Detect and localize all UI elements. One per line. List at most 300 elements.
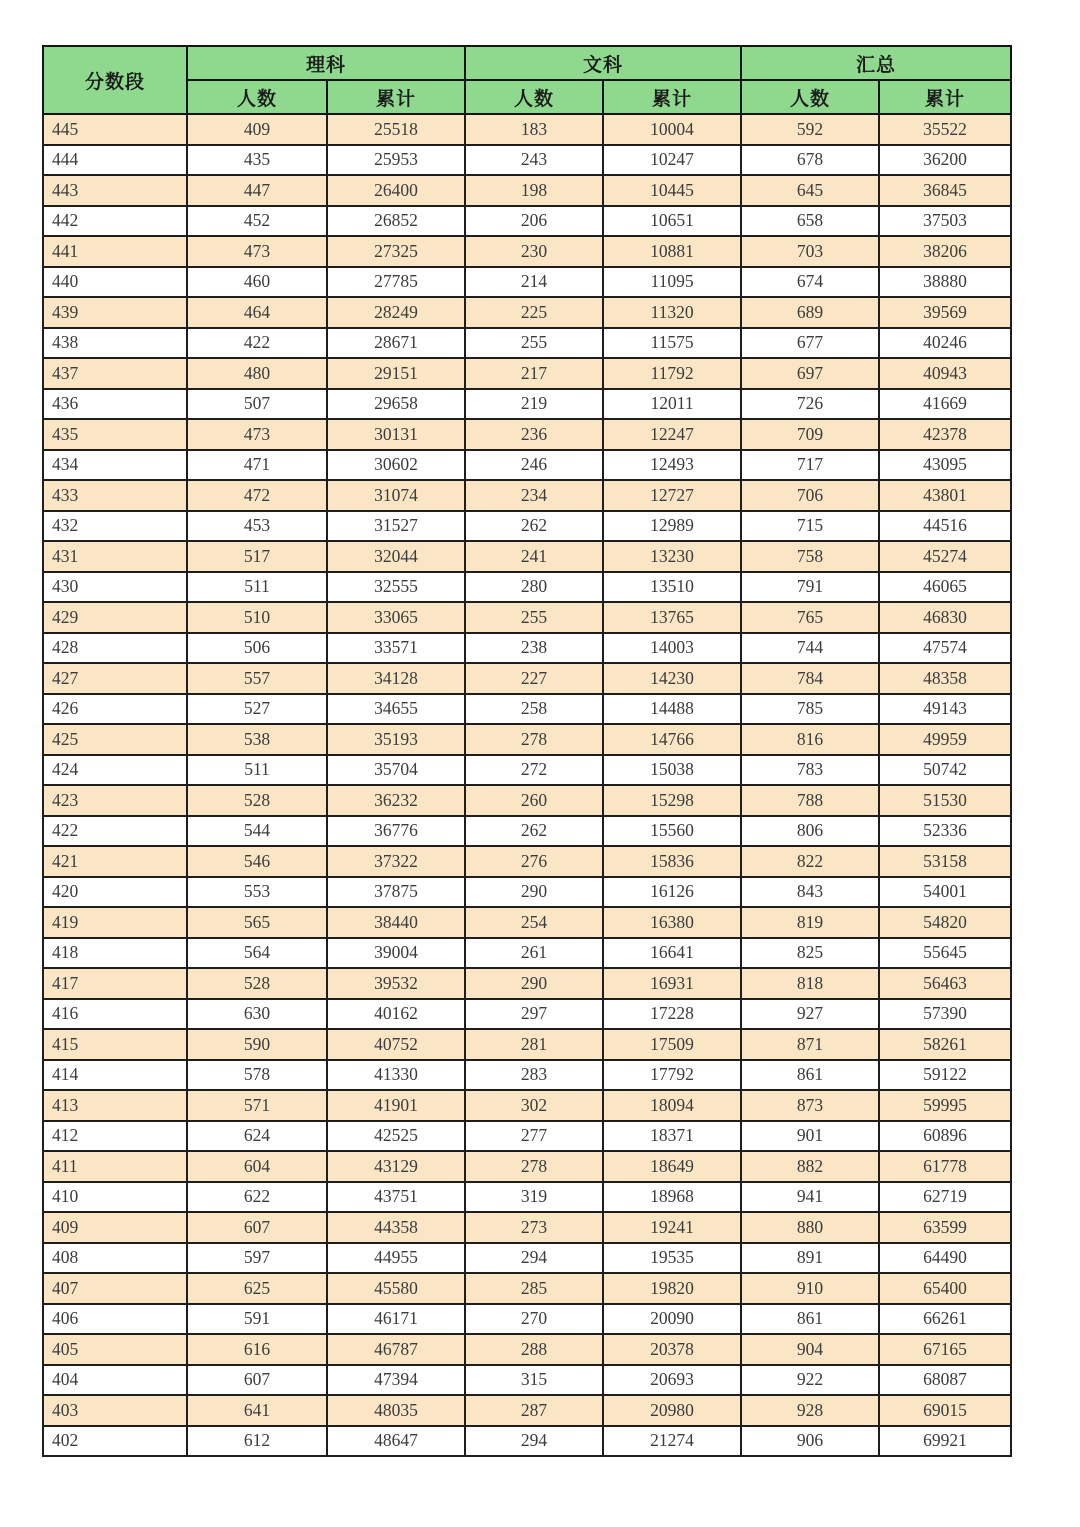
value-cell: 53158 [879,846,1011,877]
value-cell: 48358 [879,663,1011,694]
score-segment-cell: 404 [43,1365,187,1396]
value-cell: 35522 [879,114,1011,145]
value-cell: 20378 [603,1334,741,1365]
table-row [43,968,1011,999]
value-cell: 283 [465,1060,603,1091]
value-cell: 280 [465,572,603,603]
value-cell: 49959 [879,724,1011,755]
value-cell: 25953 [327,145,465,176]
value-cell: 553 [187,877,327,908]
value-cell: 32044 [327,541,465,572]
value-cell: 262 [465,816,603,847]
value-cell: 13510 [603,572,741,603]
value-cell: 54820 [879,907,1011,938]
value-cell: 214 [465,267,603,298]
value-cell: 227 [465,663,603,694]
table-row [43,1121,1011,1152]
value-cell: 28671 [327,328,465,359]
value-cell: 452 [187,206,327,237]
score-segment-cell: 441 [43,236,187,267]
value-cell: 40246 [879,328,1011,359]
value-cell: 19820 [603,1273,741,1304]
value-cell: 843 [741,877,879,908]
header-group-liberal-arts: 文科 [465,46,741,80]
value-cell: 597 [187,1243,327,1274]
value-cell: 46171 [327,1304,465,1335]
value-cell: 12247 [603,419,741,450]
table-row [43,602,1011,633]
score-segment-cell: 427 [43,663,187,694]
value-cell: 622 [187,1182,327,1213]
table-row [43,480,1011,511]
value-cell: 294 [465,1426,603,1457]
header-score-segment: 分数段 [43,46,187,114]
value-cell: 18649 [603,1151,741,1182]
value-cell: 624 [187,1121,327,1152]
score-segment-cell: 410 [43,1182,187,1213]
value-cell: 17228 [603,999,741,1030]
table-row [43,1060,1011,1091]
value-cell: 604 [187,1151,327,1182]
value-cell: 861 [741,1060,879,1091]
table-row [43,450,1011,481]
value-cell: 15836 [603,846,741,877]
table-row [43,1151,1011,1182]
value-cell: 641 [187,1395,327,1426]
score-segment-cell: 438 [43,328,187,359]
value-cell: 13230 [603,541,741,572]
score-segment-cell: 444 [43,145,187,176]
score-segment-cell: 415 [43,1029,187,1060]
value-cell: 592 [741,114,879,145]
score-segment-cell: 407 [43,1273,187,1304]
value-cell: 717 [741,450,879,481]
value-cell: 290 [465,968,603,999]
value-cell: 276 [465,846,603,877]
value-cell: 689 [741,297,879,328]
value-cell: 285 [465,1273,603,1304]
value-cell: 69921 [879,1426,1011,1457]
table-row [43,1426,1011,1457]
value-cell: 422 [187,328,327,359]
value-cell: 10004 [603,114,741,145]
value-cell: 278 [465,1151,603,1182]
value-cell: 238 [465,633,603,664]
value-cell: 16641 [603,938,741,969]
score-segment-cell: 426 [43,694,187,725]
value-cell: 29658 [327,389,465,420]
value-cell: 48035 [327,1395,465,1426]
score-segment-cell: 414 [43,1060,187,1091]
score-segment-cell: 430 [43,572,187,603]
value-cell: 873 [741,1090,879,1121]
value-cell: 703 [741,236,879,267]
value-cell: 706 [741,480,879,511]
score-segment-cell: 421 [43,846,187,877]
value-cell: 871 [741,1029,879,1060]
value-cell: 52336 [879,816,1011,847]
value-cell: 891 [741,1243,879,1274]
score-segment-cell: 425 [43,724,187,755]
value-cell: 10651 [603,206,741,237]
value-cell: 544 [187,816,327,847]
value-cell: 236 [465,419,603,450]
value-cell: 243 [465,145,603,176]
value-cell: 40162 [327,999,465,1030]
value-cell: 45580 [327,1273,465,1304]
table-row [43,846,1011,877]
value-cell: 473 [187,419,327,450]
value-cell: 217 [465,358,603,389]
value-cell: 20693 [603,1365,741,1396]
value-cell: 294 [465,1243,603,1274]
value-cell: 825 [741,938,879,969]
score-segment-cell: 418 [43,938,187,969]
value-cell: 39569 [879,297,1011,328]
value-cell: 819 [741,907,879,938]
value-cell: 822 [741,846,879,877]
table-row [43,328,1011,359]
value-cell: 58261 [879,1029,1011,1060]
value-cell: 510 [187,602,327,633]
table-row [43,1304,1011,1335]
value-cell: 260 [465,785,603,816]
value-cell: 49143 [879,694,1011,725]
score-segment-cell: 402 [43,1426,187,1457]
score-segment-cell: 422 [43,816,187,847]
value-cell: 59995 [879,1090,1011,1121]
value-cell: 225 [465,297,603,328]
value-cell: 785 [741,694,879,725]
value-cell: 39004 [327,938,465,969]
value-cell: 625 [187,1273,327,1304]
value-cell: 27325 [327,236,465,267]
value-cell: 906 [741,1426,879,1457]
value-cell: 557 [187,663,327,694]
table-row [43,206,1011,237]
table-row [43,511,1011,542]
value-cell: 507 [187,389,327,420]
value-cell: 30602 [327,450,465,481]
value-cell: 607 [187,1212,327,1243]
score-segment-cell: 403 [43,1395,187,1426]
value-cell: 66261 [879,1304,1011,1335]
score-segment-cell: 431 [43,541,187,572]
header-group-science: 理科 [187,46,465,80]
value-cell: 37503 [879,206,1011,237]
score-segment-cell: 416 [43,999,187,1030]
value-cell: 17792 [603,1060,741,1091]
value-cell: 591 [187,1304,327,1335]
value-cell: 246 [465,450,603,481]
table-row [43,816,1011,847]
value-cell: 20090 [603,1304,741,1335]
header-sub-row [43,80,1011,114]
value-cell: 12727 [603,480,741,511]
score-segment-cell: 419 [43,907,187,938]
value-cell: 590 [187,1029,327,1060]
score-segment-cell: 409 [43,1212,187,1243]
value-cell: 44516 [879,511,1011,542]
value-cell: 25518 [327,114,465,145]
value-cell: 55645 [879,938,1011,969]
header-liberal-arts-cumulative: 累计 [603,80,741,114]
value-cell: 34655 [327,694,465,725]
value-cell: 409 [187,114,327,145]
value-cell: 67165 [879,1334,1011,1365]
value-cell: 16380 [603,907,741,938]
value-cell: 29151 [327,358,465,389]
value-cell: 678 [741,145,879,176]
value-cell: 14230 [603,663,741,694]
table-row [43,236,1011,267]
value-cell: 43129 [327,1151,465,1182]
value-cell: 41330 [327,1060,465,1091]
value-cell: 15298 [603,785,741,816]
value-cell: 64490 [879,1243,1011,1274]
score-segment-cell: 442 [43,206,187,237]
value-cell: 517 [187,541,327,572]
value-cell: 183 [465,114,603,145]
header-group-total: 汇总 [741,46,1011,80]
value-cell: 262 [465,511,603,542]
value-cell: 784 [741,663,879,694]
value-cell: 241 [465,541,603,572]
score-segment-cell: 435 [43,419,187,450]
value-cell: 31074 [327,480,465,511]
value-cell: 36776 [327,816,465,847]
value-cell: 46787 [327,1334,465,1365]
score-segment-cell: 413 [43,1090,187,1121]
value-cell: 612 [187,1426,327,1457]
value-cell: 14488 [603,694,741,725]
value-cell: 230 [465,236,603,267]
score-segment-cell: 420 [43,877,187,908]
value-cell: 48647 [327,1426,465,1457]
value-cell: 16126 [603,877,741,908]
value-cell: 13765 [603,602,741,633]
value-cell: 43801 [879,480,1011,511]
value-cell: 709 [741,419,879,450]
value-cell: 910 [741,1273,879,1304]
value-cell: 45274 [879,541,1011,572]
value-cell: 38880 [879,267,1011,298]
value-cell: 272 [465,755,603,786]
value-cell: 40752 [327,1029,465,1060]
value-cell: 941 [741,1182,879,1213]
value-cell: 473 [187,236,327,267]
value-cell: 41901 [327,1090,465,1121]
value-cell: 37322 [327,846,465,877]
value-cell: 471 [187,450,327,481]
value-cell: 12989 [603,511,741,542]
value-cell: 26852 [327,206,465,237]
value-cell: 46830 [879,602,1011,633]
value-cell: 658 [741,206,879,237]
value-cell: 14766 [603,724,741,755]
table-row [43,389,1011,420]
score-segment-cell: 433 [43,480,187,511]
value-cell: 61778 [879,1151,1011,1182]
value-cell: 297 [465,999,603,1030]
value-cell: 511 [187,755,327,786]
value-cell: 18968 [603,1182,741,1213]
value-cell: 47394 [327,1365,465,1396]
value-cell: 460 [187,267,327,298]
value-cell: 206 [465,206,603,237]
value-cell: 302 [465,1090,603,1121]
value-cell: 26400 [327,175,465,206]
value-cell: 281 [465,1029,603,1060]
value-cell: 39532 [327,968,465,999]
score-segment-cell: 405 [43,1334,187,1365]
value-cell: 882 [741,1151,879,1182]
table-row [43,1212,1011,1243]
score-segment-cell: 437 [43,358,187,389]
value-cell: 60896 [879,1121,1011,1152]
value-cell: 273 [465,1212,603,1243]
value-cell: 472 [187,480,327,511]
value-cell: 17509 [603,1029,741,1060]
value-cell: 527 [187,694,327,725]
value-cell: 35704 [327,755,465,786]
value-cell: 31527 [327,511,465,542]
table-row [43,877,1011,908]
value-cell: 278 [465,724,603,755]
value-cell: 37875 [327,877,465,908]
value-cell: 715 [741,511,879,542]
value-cell: 51530 [879,785,1011,816]
value-cell: 38206 [879,236,1011,267]
value-cell: 36232 [327,785,465,816]
value-cell: 20980 [603,1395,741,1426]
table-row [43,541,1011,572]
table-row [43,1090,1011,1121]
table-row [43,785,1011,816]
value-cell: 607 [187,1365,327,1396]
value-cell: 219 [465,389,603,420]
value-cell: 480 [187,358,327,389]
value-cell: 506 [187,633,327,664]
table-header [43,46,1011,114]
value-cell: 816 [741,724,879,755]
value-cell: 270 [465,1304,603,1335]
value-cell: 677 [741,328,879,359]
table-row [43,724,1011,755]
value-cell: 19535 [603,1243,741,1274]
score-segment-cell: 440 [43,267,187,298]
value-cell: 15038 [603,755,741,786]
table-row [43,1182,1011,1213]
value-cell: 464 [187,297,327,328]
value-cell: 765 [741,602,879,633]
value-cell: 35193 [327,724,465,755]
value-cell: 16931 [603,968,741,999]
value-cell: 630 [187,999,327,1030]
value-cell: 15560 [603,816,741,847]
value-cell: 19241 [603,1212,741,1243]
value-cell: 880 [741,1212,879,1243]
value-cell: 255 [465,328,603,359]
value-cell: 32555 [327,572,465,603]
score-segment-cell: 432 [43,511,187,542]
table-row [43,114,1011,145]
value-cell: 645 [741,175,879,206]
value-cell: 435 [187,145,327,176]
value-cell: 927 [741,999,879,1030]
value-cell: 41669 [879,389,1011,420]
value-cell: 43095 [879,450,1011,481]
value-cell: 65400 [879,1273,1011,1304]
value-cell: 788 [741,785,879,816]
score-segment-cell: 417 [43,968,187,999]
value-cell: 674 [741,267,879,298]
table-row [43,1029,1011,1060]
header-group-row [43,46,1011,80]
value-cell: 44358 [327,1212,465,1243]
value-cell: 254 [465,907,603,938]
value-cell: 319 [465,1182,603,1213]
table-row [43,1334,1011,1365]
value-cell: 40943 [879,358,1011,389]
value-cell: 43751 [327,1182,465,1213]
table-row [43,358,1011,389]
table-row [43,572,1011,603]
value-cell: 11320 [603,297,741,328]
value-cell: 447 [187,175,327,206]
value-cell: 50742 [879,755,1011,786]
table-row [43,1273,1011,1304]
header-total-cumulative: 累计 [879,80,1011,114]
value-cell: 697 [741,358,879,389]
table-row [43,1243,1011,1274]
value-cell: 565 [187,907,327,938]
value-cell: 14003 [603,633,741,664]
value-cell: 806 [741,816,879,847]
value-cell: 758 [741,541,879,572]
value-cell: 11095 [603,267,741,298]
table-row [43,297,1011,328]
value-cell: 21274 [603,1426,741,1457]
score-segment-cell: 434 [43,450,187,481]
header-total-count: 人数 [741,80,879,114]
table-row [43,755,1011,786]
value-cell: 47574 [879,633,1011,664]
value-cell: 258 [465,694,603,725]
value-cell: 10445 [603,175,741,206]
value-cell: 234 [465,480,603,511]
value-cell: 69015 [879,1395,1011,1426]
value-cell: 901 [741,1121,879,1152]
table-row [43,907,1011,938]
score-distribution-table [42,45,1012,1457]
value-cell: 30131 [327,419,465,450]
value-cell: 42378 [879,419,1011,450]
value-cell: 287 [465,1395,603,1426]
value-cell: 36200 [879,145,1011,176]
value-cell: 726 [741,389,879,420]
table-row [43,419,1011,450]
value-cell: 528 [187,785,327,816]
value-cell: 578 [187,1060,327,1091]
score-segment-cell: 443 [43,175,187,206]
value-cell: 564 [187,938,327,969]
score-segment-cell: 411 [43,1151,187,1182]
value-cell: 453 [187,511,327,542]
value-cell: 288 [465,1334,603,1365]
value-cell: 10881 [603,236,741,267]
value-cell: 791 [741,572,879,603]
